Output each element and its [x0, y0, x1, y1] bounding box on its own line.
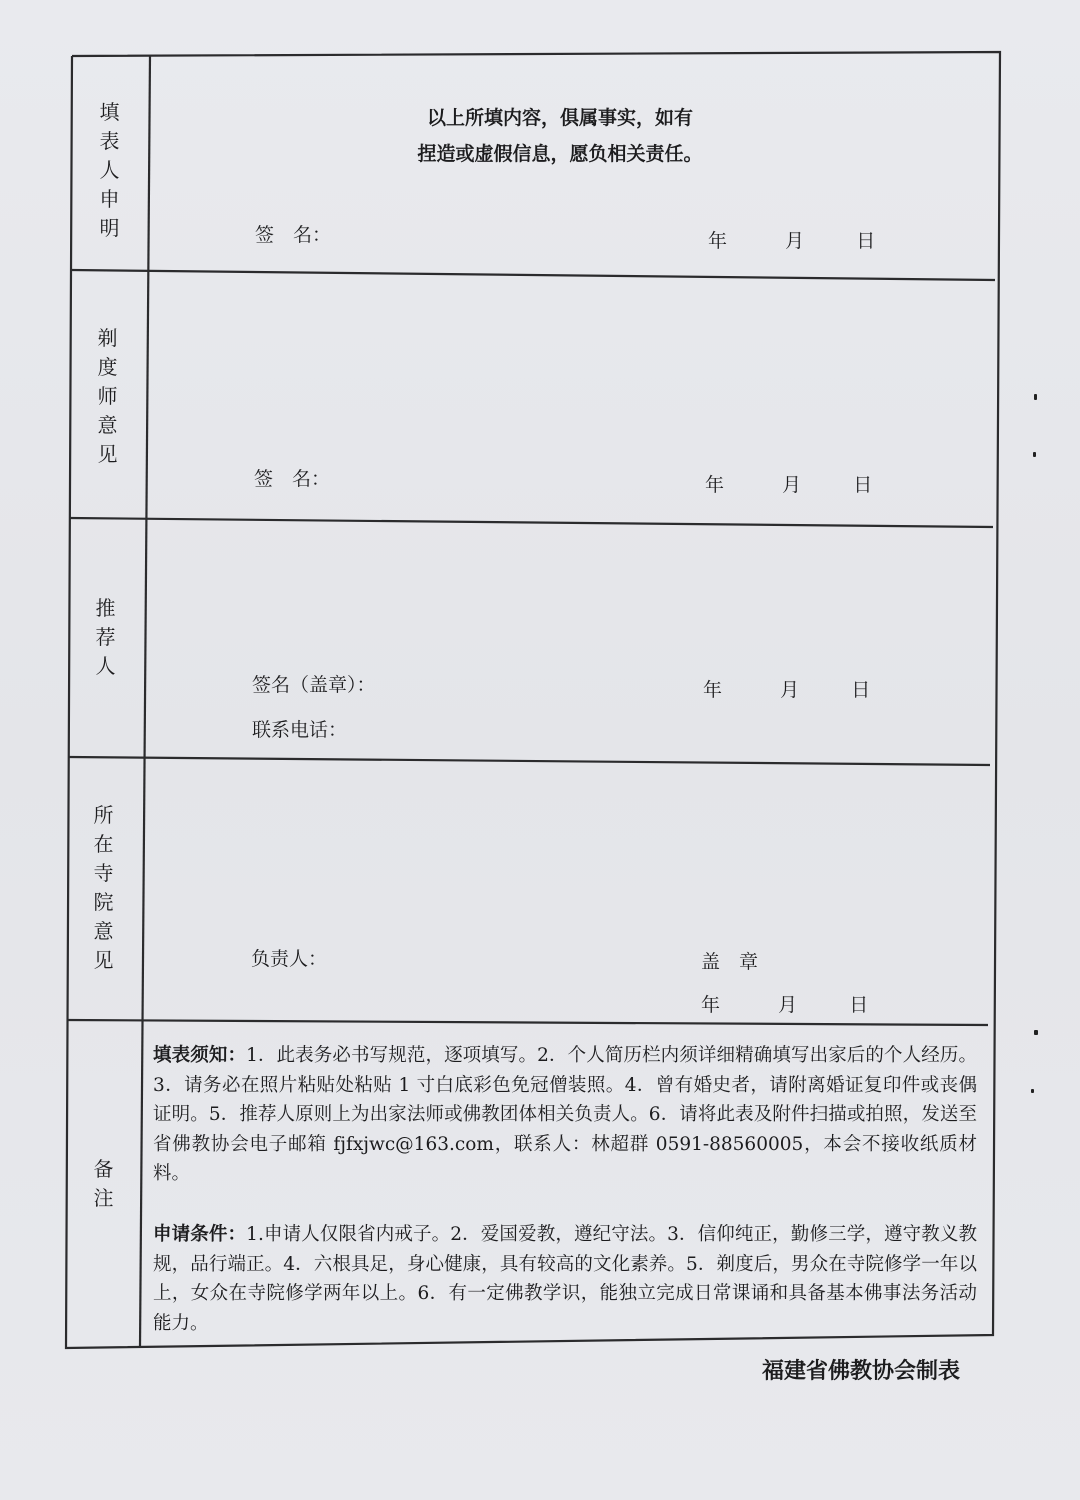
date-month: 月	[785, 230, 805, 252]
label-char: 注	[93, 1186, 115, 1210]
ordination-date-field[interactable]	[705, 470, 872, 497]
recommender-date-field[interactable]	[703, 675, 870, 702]
date-year: 年	[708, 230, 728, 252]
label-char: 度	[97, 354, 119, 379]
label-char: 意	[97, 412, 119, 437]
label-char: 备	[93, 1157, 115, 1181]
paper-speck	[1033, 452, 1036, 457]
date-year: 年	[701, 994, 721, 1016]
temple-seal-field[interactable]: 盖 章	[701, 951, 759, 973]
label-char: 意	[93, 919, 115, 943]
declaration-sign-field[interactable]: 签 名：	[255, 224, 332, 246]
label-recommender	[86, 592, 126, 682]
date-year: 年	[705, 474, 725, 496]
label-temple	[84, 800, 124, 976]
declaration-text	[340, 100, 780, 172]
label-char: 见	[97, 441, 119, 466]
label-char: 见	[93, 948, 115, 972]
label-char: 填	[99, 99, 121, 124]
label-char: 师	[97, 383, 119, 408]
conditions-title: 申请条件：	[153, 1224, 247, 1245]
form-issuer-footer: 福建省佛教协会制表	[762, 1358, 961, 1384]
paper-speck	[1031, 1089, 1034, 1093]
label-char: 推	[95, 595, 117, 620]
declaration-date-field[interactable]	[708, 226, 875, 253]
date-day: 日	[849, 994, 869, 1016]
label-char: 寺	[93, 861, 115, 885]
recommender-phone-field[interactable]: 联系电话：	[252, 719, 348, 741]
paper-speck	[1034, 394, 1037, 400]
row-divider-2	[70, 518, 993, 527]
label-ordination-master	[88, 322, 128, 470]
label-char: 剃	[97, 325, 119, 350]
declaration-line-1: 以上所填内容，俱属事实，如有	[426, 107, 693, 129]
label-remarks	[84, 1154, 124, 1214]
date-year: 年	[703, 679, 723, 701]
label-char: 表	[99, 128, 121, 153]
temple-date-field[interactable]	[701, 990, 868, 1017]
recommender-sign-field[interactable]: 签名（盖章）：	[252, 674, 376, 696]
declaration-line-2: 捏造或虚假信息，愿负相关责任。	[417, 143, 703, 165]
row-divider-3	[69, 757, 990, 765]
date-day: 日	[856, 230, 876, 252]
paper-speck	[1034, 1030, 1038, 1035]
label-char: 荐	[95, 624, 117, 649]
ordination-sign-field[interactable]: 签 名：	[254, 468, 331, 490]
instructions-paragraph	[153, 1041, 977, 1189]
conditions-paragraph	[153, 1220, 977, 1338]
date-day: 日	[851, 679, 871, 701]
label-char: 人	[95, 653, 117, 678]
conditions-body: 1.申请人仅限省内戒子。2．爱国爱教，遵纪守法。3．信仰纯正，勤修三学，遵守教义教规，品行端正。4．六根具足，身心健康，具有较高的文化素养。5．剃度后，男众在寺院修学一年以上，女众在寺院修学两年以上。6．有一定佛教学识，能独立完成日常课诵和具备基本佛事法务活动能力。	[153, 1224, 977, 1334]
label-declaration	[90, 90, 130, 250]
date-month: 月	[782, 474, 802, 496]
label-column-divider	[140, 55, 150, 1347]
label-char: 明	[99, 215, 121, 240]
temple-head-field[interactable]: 负责人：	[251, 948, 328, 970]
label-char: 在	[93, 832, 115, 856]
date-day: 日	[853, 474, 873, 496]
label-char: 院	[93, 890, 115, 914]
instructions-body: 1．此表务必书写规范，逐项填写。2．个人简历栏内须详细精确填写出家后的个人经历。3．请务必在照片粘贴处粘贴 1 寸白底彩色免冠僧装照。4．曾有婚史者，请附离婚证复印件或丧偶证明。5．推荐人原则上为出家法师或佛教团体相关负责人。6．请将此表及附件扫描或拍照，发送至省佛教协会电子邮箱 fjfxjwc@163.com，联系人：林超群 0591-88560005，本会不接收纸质材料。	[153, 1045, 977, 1184]
instructions-title: 填表须知：	[153, 1045, 247, 1066]
label-char: 申	[99, 186, 121, 211]
date-month: 月	[778, 994, 798, 1016]
label-char: 所	[93, 803, 115, 827]
row-divider-1	[72, 270, 995, 280]
row-divider-4	[67, 1020, 988, 1025]
date-month: 月	[780, 679, 800, 701]
label-char: 人	[99, 157, 121, 182]
